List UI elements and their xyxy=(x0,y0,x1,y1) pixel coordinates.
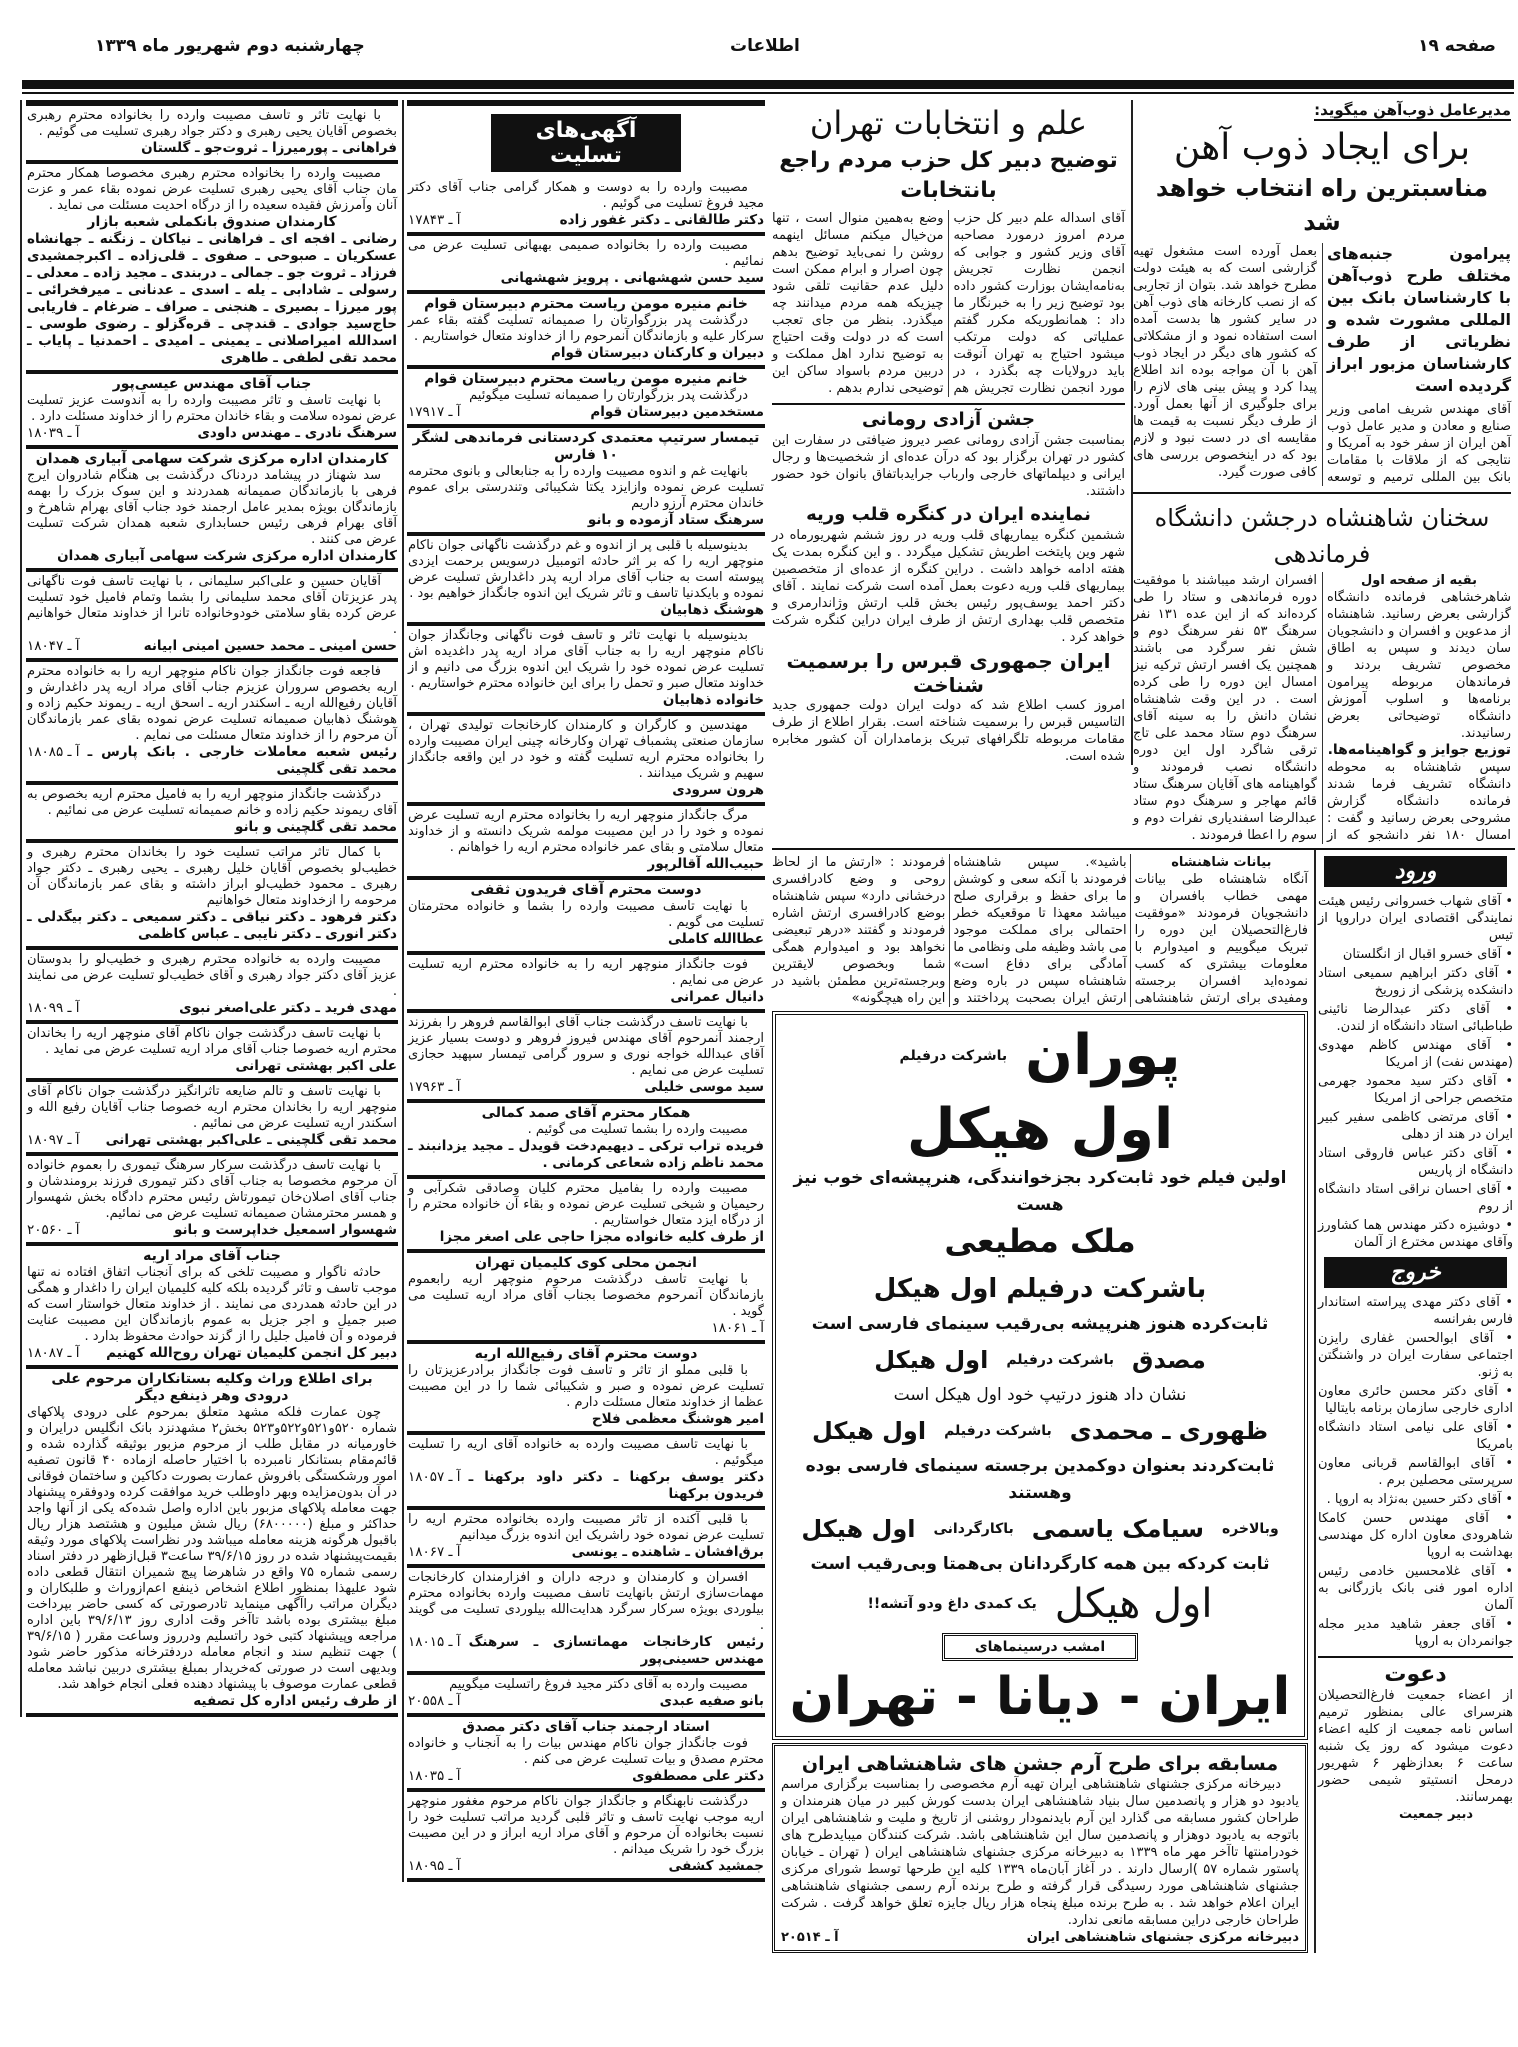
notice-footer xyxy=(408,989,764,1006)
condolence-notice xyxy=(407,428,765,536)
ad-code: آ ـ ۱۷۹۶۳ xyxy=(408,1079,461,1095)
notice-footer xyxy=(27,1000,397,1017)
notice-signature: سرهنگ نادری ـ مهندس داودی xyxy=(197,425,397,441)
condolence-notice xyxy=(407,955,765,1013)
arrivals-item: • دوشیزه دکتر مهندس هما کشاورز وآقای مهندس مخترع از آلمان xyxy=(1318,1218,1513,1250)
notice-signature: جمشید کشفی xyxy=(668,1858,764,1874)
notice-signature: بانو صفیه عبدی xyxy=(659,1693,764,1709)
notice-footer xyxy=(408,1079,764,1096)
ad-code: آ ـ ۲۰۵۵۸ xyxy=(408,1693,461,1709)
notice-body: با نهایت تاسف درگذشت جناب آقای ابوالقاسم فروهر را بفرزند ارجمند آنمرحوم آقای مهندس فیروز فروهر و دوست بسیار عزیز آقای عبدالله خواجه نوری و سرور گرامی تیمسار سپهبد حجازی تسلیت عرض می نمایم . xyxy=(408,1015,764,1078)
departures-list xyxy=(1318,1294,1513,1650)
condolence-notice xyxy=(26,106,398,164)
condolence-notice xyxy=(407,1344,765,1435)
notice-body: با نهایت تاثر و تاسف مصیبت وارده را بخانواده محترم رهبری بخصوص آقایان یحیی رهبری و دکتر جواد رهبری تسلیت می گوئیم . xyxy=(27,108,397,139)
notice-sender: کارمندان صندوق بانکملی شعبه بازار xyxy=(87,214,337,230)
condolence-notice xyxy=(407,1253,765,1344)
ad-actor: مصدق xyxy=(1131,1346,1206,1374)
ad-text: ثابت‌کرده هنوز هنرپیشه بی‌رقیب سینمای فارسی است xyxy=(811,1314,1269,1334)
notice-footer xyxy=(27,1345,397,1362)
notice-body: بانهایت غم و اندوه مصیبت وارده را به جنابعالی و بانوی محترمه تسلیت عرض نموده وازایزد یکتا شکیبائی وتندرستی برای عموم خاندان محترم آرزو داریم xyxy=(408,464,764,511)
steel-subheadline: مناسبترین راه انتخاب خواهد شد xyxy=(1155,174,1489,236)
ad-code: آ ـ ۱۸۰۶۱ xyxy=(711,1320,764,1336)
notice-footer xyxy=(27,909,397,943)
ad-code: آ ـ ۱۸۰۶۷ xyxy=(408,1544,461,1560)
condolence-notice xyxy=(407,1717,765,1792)
notice-body: درگذشت نابهنگام و جانگداز جوان ناکام مرحوم مغفور منوچهر اریه موجب نهایت تاسف و تاثر قلبی گردید مراتب تسلیت خود را نسبت بخانواده آن مرحوم و آقای مراد اریه ابراز و در این مصیبت بزرگ خود را شریک میدانم . xyxy=(408,1794,764,1857)
notice-body: با قلبی آکنده از تاثر مصیبت وارده بخانواده محترم اریه را تسلیت عرض نموده خود راشریک این اندوه بزرگ میدانیم xyxy=(408,1512,764,1543)
ad-code: آ ـ ۲۰۵۶۰ xyxy=(27,1222,80,1238)
notice-signature: مستخدمین دبیرستان قوام xyxy=(590,404,764,420)
ad-code: آ ـ ۲۰۵۱۴ xyxy=(781,1930,839,1945)
ad-text: باشرکت درفیلم xyxy=(944,1423,1052,1439)
departures-item: • آقای دکتر حسین به‌نژاد به اروپا . xyxy=(1326,1492,1513,1507)
notice-body: مصیبت وارده به آقای دکتر مجید فروغ راتسلیت میگوییم xyxy=(449,1677,748,1692)
arrivals-item: • آقای خسرو اقبال از انگلستان xyxy=(1342,947,1513,962)
condolence-notice xyxy=(407,1675,765,1717)
news-section xyxy=(772,100,1515,1953)
notice-body: حادثه ناگوار و مصیبت تلخی که برای آنجناب اتفاق افتاده نه تنها موجب تاسف و تاثر گردیده بلکه کلیه کلیمیان ایران را داغدار و همگی در این حادثه همدردی می نمایند . از خداوند متعال خواستار است که صبر جمیل و اجر جزیل به عموم بازماندگان این مصیبت عنایت فرموده و آن فامیل جلیل را از گزند حوادث محفوظ بدارد . xyxy=(27,1265,397,1344)
ad-tagline: یک کمدی داغ ودو آتشه!! xyxy=(867,1596,1037,1612)
notice-footer xyxy=(408,1768,764,1785)
departures-item: • آقای علی نیامی استاد دانشگاه بامریکا xyxy=(1318,1420,1513,1452)
notice-body: چون عمارت فلکه مشهد متعلق بمرحوم علی درودی پلاکهای شماره ۵۲۰و۵۲۱و۵۲۲و۵۲۳ بخش۲ مشهدنزد بانک انگلیس درایران و خاورمیانه در مقابل طلب از مرحوم مزبور بوثیقه گذارده شده و قائم‌مقام بستانکار نامبرده با اختیار حاصله ازماده ۴۰ قانون تصفیه امور ورشکستگی بافروش عمارت بصورت دکاکین و ساختمان فوقانی در آن بدون‌مزایده وبهر داوطلب خرید موافقت کرده ودوفقره پیشنهاد جهت معامله پلاکهای مزبور باین اداره واصل شده‌که یکی از آنها واجد حداکثر و مبلغ (۶۸۰۰۰۰۰) ریال شش میلیون و هشتصد هزار ریال باقبول هرگونه هزینه معامله میباشد ودر نظراست پلاکهای مورد وثیقه بقیمت‌پیشنهاد شده در روز ۳۹/۶/۱۵ ساعت۳ قبل‌ازظهر در دفتر اسناد رسمی شماره ۷۵ واقع در شاهرضا پیچ شمیران انتقال قطعی داده شود علیهذا بمنظور اطلاع اشخاص ذینفع اعم‌ازوراث و طلبکاران و دیگران مراتب راآگهی مینماید تادرصورتی که کسی حاضر بپرداخت مبلغ بیشتری بوده باشد تاآخر وقت اداری روز ۳۹/۶/۱۳ باین اداره مراجعه وپیشنهاد کتبی خود راتسلیم ودرروز وساعت مقرر ( ۳۹/۶/۱۵ ) جهت تنظیم سند و انجام معامله دردفترخانه مذکور حاضر شود وبدیهی است در صورتی که‌خریدار بمبلغ بیشتری دربین نباشد معامله قطعی عمارت موصوف با پیشنهاد دهنده فعلی انجام خواهد شد. xyxy=(27,1405,398,1692)
notice-footer xyxy=(27,1693,397,1710)
condolence-notice xyxy=(407,1568,765,1675)
ad-text: ثابت‌کردند بعنوان دوکمدین برجسته سینمای فارسی بوده وهستند xyxy=(805,1456,1275,1503)
notice-signature: برق‌افشان ـ شاهنده ـ یونسی xyxy=(571,1544,764,1560)
condolence-notice xyxy=(26,662,398,785)
ad-code: آ ـ ۱۷۸۴۳ xyxy=(408,212,461,228)
notice-signature: از طرف کلیه خانواده مجزا حاجی علی اصغر مجزا xyxy=(439,1229,764,1245)
header-rule-thin xyxy=(22,92,1514,94)
notice-title: خانم منیره مومن ریاست محترم دبیرستان قوام xyxy=(424,371,748,387)
notice-signature: امیر هوشنگ معظمی فلاح xyxy=(591,1411,764,1427)
notice-title: تیمسار سرتیپ معتمدی کردستانی فرماندهی لشگر ۱۰ فارس xyxy=(412,430,760,463)
invitation-signature: دبیر جمعیت xyxy=(1399,1807,1473,1822)
notice-title: جناب آقای مراد اریه xyxy=(143,1248,281,1264)
short-news xyxy=(772,403,1125,765)
condolence-column-1 xyxy=(20,100,398,1717)
condolence-notice xyxy=(407,626,765,716)
notice-footer xyxy=(408,270,764,287)
shah-subhead-awards: توزیع جوایز و گواهینامه‌ها. xyxy=(1327,742,1511,758)
notice-footer xyxy=(408,345,764,362)
notice-title: برای اطلاع وراث وکلیه بستانکاران مرحوم علی درودی وهر ذینفع دیگر xyxy=(51,1371,373,1404)
shah-body-1: شاهرخشاهی فرمانده دانشگاه گزارشی بعرض رسانید. شاهنشاه از مدعوین و افسران و دانشجویان سان دیدند و سپس به اطاق مخصوص تشریف بردند و فرماندهان مربوطه پیرامون برنامه‌ها و اسلوب آموزش دانشگاه توضیحاتی بعرض رسانیدند. xyxy=(1327,590,1511,741)
notice-title: کارمندان اداره مرکزی شرکت سهامی آبیاری همدان xyxy=(35,451,389,467)
condolence-notice xyxy=(407,1792,765,1882)
notice-body: بدینوسیله با نهایت تاثر و تاسف فوت ناگهانی وجانگداز جوان ناکام منوچهر اریه را به جناب آقای مراد اریه پدر داغدیده اش تسلیت عرض نموده خود را شریک این اندوه بزرگ می دانیم و از خداوند متعال صبر و تحمل را برای این خانواده محترم خواستاریم . xyxy=(408,628,764,691)
notice-signature: محمد تقی گلچینی و بانو xyxy=(234,819,397,835)
notice-footer xyxy=(408,1229,764,1246)
arrivals-item: • آقای دکتر عبدالرضا نائینی طباطبائی استاد دانشگاه از لندن. xyxy=(1318,1002,1513,1034)
arrivals-list xyxy=(1318,893,1513,1251)
election-article xyxy=(772,100,1125,397)
notice-body: با نهایت تاسف درگذشت مرحوم منوچهر اریه رابعموم بازماندگان آنمرحوم مخصوصا بجناب آقای مراد اریه تسلیت می گوید . xyxy=(408,1272,764,1319)
notice-body: مصیبت وارده را بخانواده صمیمی بهبهانی تسلیت عرض می نمائیم . xyxy=(408,238,764,269)
competition-headline: مسابقه برای طرح آرم جشن های شاهنشاهی ایران xyxy=(801,1753,1279,1775)
ad-text: باکارگردانی xyxy=(933,1521,1014,1537)
arrivals-heading: ورود xyxy=(1324,856,1507,887)
ad-code: آ ـ ۱۸۰۹۵ xyxy=(408,1858,461,1874)
notice-footer xyxy=(27,1222,397,1239)
logo-competition-notice xyxy=(772,1743,1308,1953)
condolence-notice xyxy=(407,1510,765,1568)
notice-footer xyxy=(408,692,764,709)
notice-signature: دکتر فرهود ـ دکتر نیاقی ـ دکتر سمیعی ـ دکتر بیگدلی ـ دکتر انوری ـ دکتر نایبی ـ عباس کاظمی xyxy=(27,909,397,942)
condolence-notice xyxy=(407,294,765,369)
condolence-notice xyxy=(26,1024,398,1082)
notice-footer xyxy=(27,140,397,157)
condolence-notice xyxy=(407,806,765,880)
shah-body-3: آنگاه شاهنشاه طی بیانات مهمی خطاب بافسران و دانشجویان فرمودند «موفقیت فارغ‌التحصیلان این دوره را تبریک میگوییم و امیدوارم با معلومات بیشتری که کسب نموده‌اید افسران برجسته ومفیدی برای ارتش شاهنشاهی باشید». سپس شاهنشاه فرمودند با آنکه سعی و کوشش ما برای حفظ و برقراری صلح میباشد معهذا تا موقعیکه خطر احتمالی برای مملکت موجود می باشد وظیفه ملی ونظامی ما آمادگی برای دفاع است» شاهنشاه سپس در باره وضع ارتش ایران بصحبت پرداختند و فرمودند : «ارتش ما از لحاظ روحی و وضع کادرافسری درخشانی دارد» سپس شاهنشاه بوضع کادرافسری ارتش اشاره فرمودند و گفتند «درهر تبعیضی نخواهد بود و امیدوارم همگی شما وبخصوص لایقترین وبرجسته‌ترین مطمئن باشید در این راه هیچگونه» xyxy=(772,855,1308,1006)
invitation-heading: دعوت xyxy=(1384,1662,1447,1687)
notice-footer xyxy=(408,1138,764,1172)
notice-signature: سرهنگ ستاد آزموده و بانو xyxy=(587,512,764,528)
cyprus-body: امروز کسب اطلاع شد که دولت ایران دولت جمهوری جدید التاسیس قبرس را برسمیت شناخته است. بقرار اطلاع از طرف مقامات مربوطه تلگرافهای تبریک بزمامداران آن کشور مخابره شده است. xyxy=(772,698,1125,764)
notice-footer xyxy=(408,1411,764,1428)
ad-film-title: اول هیکل xyxy=(811,1417,927,1445)
notice-signature: شهسوار اسمعیل خداپرست و بانو xyxy=(174,1222,397,1238)
condolence-notice xyxy=(26,572,398,662)
steel-lead: پیرامون جنبه‌های مختلف طرح ذوب‌آهن با کارشناسان بانک بین المللی مشورت شده و نظریاتی از طرف کارشناسان مزبور ابراز گردیده است xyxy=(1327,244,1511,395)
notice-footer xyxy=(408,404,764,421)
notice-signature: سید حسن شهشهانی . پرویز شهشهانی xyxy=(500,270,764,286)
notice-footer xyxy=(27,425,397,442)
notice-signature: خانواده ذهابیان xyxy=(662,692,764,708)
notice-footer xyxy=(27,1132,397,1149)
notice-signature: سید موسی خلیلی xyxy=(644,1079,764,1095)
election-subheadline: توضیح دبیر کل حزب مردم راجع بانتخابات xyxy=(779,148,1118,203)
ad-actor: ظهوری ـ محمدی xyxy=(1069,1417,1269,1445)
notice-body: با قلبی مملو از تاثر و تاسف فوت جانگداز برادرعزیزتان را تسلیت عرض نموده و صبر و شکیبائی شما را در این مصیبت عظما از خداوند متعال مسئلت دارم . xyxy=(408,1363,764,1410)
election-body: آقای اسداله علم دبیر کل حزب مردم امروز درمورد مصاحبه آقای وزیر کشور و جوابی که انجمن نظارت تجریش به‌نامه‌ایشان بوزارت کشور داده بود توضیح زیر را به خبرنگار ما داد : همانطوریکه مکرر گفتم عملیاتی که دولت مرتکب میشود احتیاج به تهران آنوقت باید درولایات چه بگذرد ، در مورد انجمن نظارت تجریش هم وضع به‌همین منوال است ، تنها من‌خیال میکنم مسائل اینهمه روشن را نمی‌باید توضیح بدهم چون اصرار و ابرام ممکن است دلیل عدم حقانیت تلقی شود چیزیکه همه مردم میدانند چه میگذرد. بنظر من جای تعجب است که در دولت وقت احتیاج به توضیح ندارد اهل مملکت و دربین مردم باسواد ساکن این توضیحی ندارم بدهم . xyxy=(772,211,1125,396)
ad-text: باشرکت درفیلم xyxy=(899,1048,1008,1064)
notice-body: با نهایت تاسف و تاثر مصیبت وارده را به آندوست عزیز تسلیت عرض نموده سلامت و بقاء خاندان محترم را از خداوند مسئلت دارد . xyxy=(27,393,397,424)
notice-footer xyxy=(408,931,764,948)
arrivals-item: • آقای مهندس کاظم مهدوی (مهندس نفت) از امریکا xyxy=(1318,1038,1513,1070)
notice-signature: فریده تراب ترکی ـ دیهیم‌دخت قویدل ـ مجید یزدانبند ـ محمد ناظم زاده شعاعی کرمانی . xyxy=(408,1138,764,1171)
departures-item: • آقای دکتر محسن حائری معاون اداری خارجی سازمان برنامه بایتالیا xyxy=(1318,1384,1513,1416)
news-column-2 xyxy=(772,100,1133,765)
notice-signature: حبیب‌الله آقالرپور xyxy=(647,856,764,872)
ad-text: باشرکت درفیلم xyxy=(1006,1352,1114,1368)
steel-article xyxy=(1133,100,1511,486)
notice-body: افسران و کارمندان و درجه داران و افزارمندان کارخانجات مهمات‌سازی ارتش بانهایت تاسف مصیبت وارده بخانواده محترم بیلوردی بویژه سرکار سرگرد هدایت‌الله بیلوردی تسلیت می گویند . xyxy=(408,1570,764,1633)
notice-title: انجمن محلی کوی کلیمیان تهران xyxy=(475,1255,697,1271)
condolence-notice xyxy=(407,236,765,294)
notice-footer xyxy=(408,212,764,229)
ad-code: آ ـ ۱۸۰۸۵ xyxy=(27,744,80,760)
notice-body: درگذشت جانگداز منوچهر اریه را به فامیل محترم اریه بخصوص به آقای ریموند حکیم زاده و خانم صمیمانه تسلیت عرض می نمائیم . xyxy=(27,787,397,818)
condolence-notice xyxy=(26,950,398,1024)
notice-body: بدینوسیله با قلبی پر از اندوه و غم درگذشت ناگهانی جوان ناکام منوچهر اریه را که بر اثر حادثه اتومبیل درسویس برحمت ایزدی پیوسته است به جناب آقای مراد اریه پدر داغدارش تسلیت عرض نموده و بایکدنیا تاسف و تاثر شریک این اندوه جانگداز خواهیم بود . xyxy=(408,538,764,601)
notice-body: فوت جانگداز منوچهر اریه را به خانواده محترم اریه تسلیت عرض می نمایم . xyxy=(408,957,764,988)
condolence-notice xyxy=(26,1246,398,1369)
notice-signature: رئیس کارخانجات مهماتسازی ـ سرهنگ مهندس حسینی‌پور xyxy=(468,1634,764,1667)
departures-item: • آقای غلامحسین خادمی رئیس اداره امور فنی بانک بازرگانی به آلمان xyxy=(1318,1564,1513,1613)
ad-director: سیامک یاسمی xyxy=(1031,1515,1204,1543)
condolence-notice xyxy=(26,164,398,374)
notice-signature: محمد تقی گلچینی ـ علی‌اکبر بهشتی تهرانی xyxy=(105,1132,397,1148)
lower-news-block xyxy=(772,850,1316,1953)
election-headline: علم و انتخابات تهران xyxy=(809,104,1088,142)
notice-signature: رضانی ـ افجه ای ـ فراهانی ـ نیاکان ـ زنگنه ـ جهانشاه عسکریان ـ صبوحی ـ صفوی ـ قلی‌زاده ـ اکبرجمشیدی فرزاد ـ ثروت جو ـ جمالی ـ دربندی ـ مجید زاده ـ معدلی ـ رسولی ـ شادابی ـ یله ـ اسدی ـ عدنانی ـ میرفخرائی ـ پور میرزا ـ بصیری ـ هنجنی ـ صراف ـ ضرغام ـ فاریابی حاج‌سید جوادی ـ قندچی ـ قره‌گزلو ـ رضوی طوسی ـ اسدالله امیراصلانی ـ یمینی ـ امیدی ـ احمدنیا ـ پایاب ـ محمد تقی لطفی ـ طاهری xyxy=(27,231,397,366)
condolence-notice xyxy=(407,536,765,626)
notice-footer xyxy=(408,782,764,799)
notice-footer xyxy=(408,1469,764,1503)
notice-signature: هوشنگ ذهابیان xyxy=(660,602,764,618)
notice-body: مهندسین و کارگران و کارمندان کارخانجات تولیدی تهران ، سازمان صنعتی پشمباف تهران وکارخانه چینی ایران مصیبت وارده را بخانواده محترم اریه تسلیت گفته و خود در این واقعه جانگداز سهیم و شریک میدانند . xyxy=(408,718,764,781)
notice-body: آقایان حسین و علی‌اکبر سلیمانی ، با نهایت تاسف فوت ناگهانی پدر عزیزتان آقای محمد سلیمانی را بشما وتمام فامیل خود تسلیت عرض کرده بقاو سلامتی خودوخانواده تانرا از خداوند متعال خواهانیم . xyxy=(27,574,397,637)
header-rule xyxy=(22,80,1514,89)
ad-film-title: اول هیکل xyxy=(801,1515,916,1543)
departures-item: • آقای دکتر مهدی پیراسته استاندار فارس بفرانسه xyxy=(1318,1295,1513,1327)
newspaper-name: اطلاعات xyxy=(730,36,800,56)
arrivals-item: • آقای دکتر ابراهیم سمیعی استاد دانشکده پزشکی از زوریخ xyxy=(1318,966,1513,998)
departures-item: • آقای ابوالقاسم قربانی معاون سرپرستی محصلین برم . xyxy=(1318,1456,1513,1488)
ad-code: آ ـ ۱۸۰۵۷ xyxy=(408,1469,461,1485)
notice-signature: مهدی فرید ـ دکتر علی‌اصغر نبوی xyxy=(179,1000,397,1016)
notice-body: مصیبت وارده را بشما تسلیت می گوئیم . xyxy=(527,1122,748,1137)
shah-speech-article xyxy=(1133,500,1511,844)
notice-body: درگذشت پدر بزرگوارتان را صمیمانه تسلیت میگوئیم xyxy=(469,388,748,403)
departures-heading: خروج xyxy=(1324,1257,1507,1288)
ad-actor: ملک مطیعی xyxy=(944,1222,1136,1260)
ad-film-title: اول هیکل xyxy=(906,1097,1174,1162)
ad-code: آ ـ ۱۸۰۹۹ xyxy=(27,1000,80,1016)
arrivals-item: • آقای شهاب خسروانی رئیس هیئت نمایندگی اقتصادی ایران دراروپا از تیس xyxy=(1318,894,1513,943)
notice-footer xyxy=(408,1693,764,1710)
condolence-notice xyxy=(26,1082,398,1156)
condolence-notice xyxy=(407,1103,765,1179)
condolences-banner: آگهی‌های تسلیت xyxy=(491,114,681,172)
arrivals-item: • آقای احسان نراقی استاد دانشگاه از روم xyxy=(1318,1182,1513,1214)
condolence-notice xyxy=(26,374,398,449)
notice-body: مصیبت وارده را بخانواده محترم رهبری مخصوصا همکار محترم مان جناب آقای یحیی رهبری تسلیت عرض نموده بقاء عمر و عزت آنان وآمرزش فقیده سعیده را از درگاه احدیت مسئلت می نماید . xyxy=(27,166,397,213)
notice-signature: کارمندان اداره مرکزی شرکت سهامی آبیاری همدان xyxy=(57,548,397,564)
notice-title: جناب آقای مهندس عیسی‌پور xyxy=(112,376,312,392)
shah-subhead-remarks: بیانات شاهنشاه xyxy=(1171,855,1272,870)
invitation-body: از اعضاء جمعیت فارغ‌التحصیلان هنرسرای عالی بمنظور ترمیم اساس نامه جمعیت از کلیه اعضاء دعوت میشود که روز یک شنبه ساعت ۶ بعدازظهر ۶ شهریور درمحل انستیتو شیمی حضور بهمرسانند. xyxy=(1318,1688,1513,1805)
competition-signature: دبیرخانه مرکزی جشنهای شاهنشاهی ایران xyxy=(1026,1930,1299,1945)
departures-item: • آقای مهندس حسن کامکا شاهرودی معاون اداره کل مهندسی بهداشت به اروپا xyxy=(1318,1511,1513,1560)
steel-kicker: مدیرعامل ذوب‌آهن میگوید: xyxy=(1314,101,1511,119)
condolence-column-2 xyxy=(402,100,765,1882)
departures-item: • آقای ابوالحسن غفاری رایزن اجتماعی سفارت ایران در واشنگتن به ژنو. xyxy=(1318,1331,1513,1380)
page-number: صفحه ۱۹ xyxy=(1418,36,1496,56)
ad-cinemas: ایران - دیانا - تهران xyxy=(789,1667,1291,1727)
notice-signature: رئیس شعبه معاملات خارجی . بانک پارس ـ محمد تقی گلچینی xyxy=(87,744,397,777)
shah-speech-continuation xyxy=(772,850,1308,1011)
romania-headline: جشن آزادی رومانی xyxy=(862,409,1035,430)
ad-text: وبالاخره xyxy=(1221,1521,1279,1537)
ad-film-title: اول هیکل xyxy=(874,1346,989,1374)
ad-code: آ ـ ۱۸۰۸۷ xyxy=(27,1345,80,1361)
notice-footer xyxy=(27,548,397,565)
notice-footer xyxy=(408,1544,764,1561)
film-advertisement xyxy=(772,1011,1308,1740)
ad-code: آ ـ ۱۸۰۳۵ xyxy=(408,1768,461,1784)
shah-body-2: سپس شاهنشاه به محوطه دانشگاه تشریف فرما شدند فرمانده دانشگاه گزارش مشروحی بعرض رسانید و گفت : امسال ۱۸۰ نفر دانشجو که از افسران ارشد میباشند با موفقیت دوره فرماندهی و ستاد را طی کرده‌اند که از این عده ۱۳۱ نفر سرهنگ ۵۳ نفر سرهنگ دوم و شش نفر سرگرد می باشند همچنین یک افسر ارتش ترکیه نیز امسال این دوره را طی کرده است . در این وقت شاهنشاه نشان دانش را به سینه آقای سرهنگ دوم ستاد محمد علی تاج ترقی شاگرد اول این دوره دانشگاه نصب فرمودند و گواهینامه های آقایان سرهنگ ستاد قائم مهاجر و سرهنگ دوم ستاد عبدالرضا اسفندیاری نفرات دوم و سوم را اعطا فرمودند . xyxy=(1133,573,1511,843)
ad-film-title: اول هیکل xyxy=(1054,1581,1213,1627)
ad-actor-pouran: پوران xyxy=(1025,1023,1181,1088)
condolence-notice xyxy=(26,785,398,843)
notice-title: همکار محترم آقای صمد کمالی xyxy=(481,1105,691,1121)
condolence-notice xyxy=(407,1435,765,1510)
notice-signature: دکتر علی مصطفوی xyxy=(632,1768,764,1784)
condolence-notice xyxy=(407,178,765,236)
notice-footer xyxy=(27,638,397,655)
ad-text: ثابت کردکه بین همه کارگردانان بی‌همتا وبی‌رقیب است xyxy=(810,1554,1270,1574)
condolence-notice xyxy=(407,716,765,806)
notice-body: با کمال تاثر مراتب تسلیت خود را بخاندان محترم رهبری و خطیب‌لو بخصوص آقایان خلیل رهبری ـ یحیی رهبری ـ دکتر جواد رهبری ـ محمود خطیب‌لو ابراز داشته و بقای عمر بازماندگان آن مرحومه را ازخداوند متعال خواهانیم xyxy=(27,845,397,908)
ad-text: نشان داد هنوز درتیپ خود اول هیکل است xyxy=(893,1385,1187,1405)
notice-footer xyxy=(408,856,764,873)
ad-code: آ ـ ۱۸۰۹۷ xyxy=(27,1132,80,1148)
notice-signature: حسن امینی ـ محمد حسین امینی ابیانه xyxy=(143,638,397,654)
notice-signature: عطاالله کاملی xyxy=(668,931,764,947)
ad-code: آ ـ ۱۸۰۳۹ xyxy=(27,425,80,441)
issue-date: چهارشنبه دوم شهریور ماه ۱۳۳۹ xyxy=(95,36,365,56)
notice-body: مصیبت وارده را بفامیل محترم کلیان وصادقی شکرآبی و رحیمیان و شیخی تسلیت عرض نموده و بقاء آن خانواده محترم را از درگاه ایزد متعال خواستاریم . xyxy=(408,1181,764,1228)
competition-body: دبیرخانه مرکزی جشنهای شاهنشاهی ایران تهیه آرم مخصوصی را بمناسبت برگزاری مراسم یادبود دو هزار و پانصدمین سال بنیاد شاهنشاهی ایران بدست کورش کبیر در میان هنرمندان و طراحان کشور مسابقه می گذارد این آرم بایدنمودار روشنی از تاریخ و ملیت و شاهنشاهی ایران باتوجه به یادبود دوهزار و پانصدمین سال این شاهنشاهی باشد. شرکت کنندگان میبایدطرح های خودرامنتها تاآخر مهر ماه ۱۳۳۹ به دبیرخانه مرکزی جشنهای شاهنشاهی ایران ( تهران ـ خیابان پاستور شماره ۵۷ )ارسال دارند . در آغاز آبان‌ماه ۱۳۳۹ کلیه این طرحها توسط شورای مرکزی جشنهای شاهنشاهی مورد رسیدگی قرار گرفته و طرح برنده آرم رسمی جشنهای شاهنشاهی ایران اعلام خواهد شد . به طرح برنده مبلغ پنجاه هزار ریال جایزه تعلق خواهد گرفت . شرکت طراحان خارجی دراین مسابقه مانعی ندارد. xyxy=(781,1777,1299,1928)
ad-code: آ ـ ۱۸۰۴۷ xyxy=(27,638,80,654)
notice-body: با نهایت تاسف درگذشت سرکار سرهنگ تیموری را بعموم خانواده آن مرحوم مخصوصا به جناب آقای دکتر تیموری فرزند برومندشان و جناب آقای اصلان‌خان تیمورتاش رئیس محترم دادگاه بخش شهسوار و همسر محترمشان صمیمانه تسلیت عرض می نمائیم. xyxy=(27,1158,397,1221)
condolence-notice xyxy=(26,1156,398,1246)
notice-body: مصیبت وارده به خانواده محترم رهبری و خطیب‌لو را بدوستان عزیز آقای دکتر جواد رهبری و آقای خطیب‌لو تسلیت عرض می نمایند . xyxy=(27,952,397,999)
arrivals-departures-column xyxy=(1316,850,1515,1824)
steel-headline: برای ایجاد ذوب آهن xyxy=(1173,127,1471,168)
shah-headline: سخنان شاهنشاه درجشن دانشگاه فرماندهی xyxy=(1154,504,1490,568)
notice-body: سد شهناز در پیشامد دردناک درگذشت بی هنگام شادروان ایرج فرهی با بازماندگان صمیمانه همدردند و این سوک بزرک را بهمه بازماندگان بویژه بمدیر عامل ارجمند خود جناب آقای بهرام شاهرخ و آقای بهرام فرهی رئیس حسابداری شعبه همدان شرکت تسلیت عرض می کنند . xyxy=(27,468,397,547)
notice-signature: هرون سرودی xyxy=(672,782,764,798)
notice-body: درگذشت پدر بزرگوارتان را صمیمانه تسلیت گفته بقاء عمر سرکار علیه و بازماندگان آنمرحوم را از خداوند متعال خواستاریم . xyxy=(408,313,764,344)
condolence-notice xyxy=(407,1179,765,1253)
romania-body: بمناسبت جشن آزادی رومانی عصر دیروز ضیافتی در سفارت این کشور در تهران برگزار بود که درآن عده‌ای از شخصیت‌ها و رجال ایرانی و دیپلماتهای خارجی وارباب جرایدباتفاق بانوان خود حضور داشتند. xyxy=(772,433,1125,499)
ad-code: آ ـ ۱۸۰۱۵ xyxy=(408,1634,461,1650)
notice-footer xyxy=(27,1058,397,1075)
notice-footer xyxy=(408,1320,764,1337)
notice-body: با نهایت تاسف درگذشت جوان ناکام آقای منوچهر اریه را بخاندان محترم اریه خصوصا جناب آقای مراد اریه تسلیت عرض می نماید . xyxy=(27,1026,397,1057)
notice-title: دوست محترم آقای فریدون ثقفی xyxy=(470,882,702,898)
ad-text: باشرکت درفیلم اول هیکل xyxy=(873,1274,1207,1304)
shah-continued-label: بقیه از صفحه اول xyxy=(1361,573,1477,588)
notice-signature: دکتر طالقانی ـ دکتر غفور زاده xyxy=(559,212,764,228)
condolence-notice xyxy=(407,369,765,428)
condolence-notice xyxy=(26,1369,398,1717)
notice-body: با نهایت تاسف مصیبت وارده را بشما و خانواده محترمتان تسلیت می گویم . xyxy=(408,899,764,930)
notice-signature: دانیال عمرانی xyxy=(670,989,764,1005)
cyprus-headline: ایران جمهوری قبرس را برسمیت شناخت xyxy=(786,649,1111,697)
notice-body: با نهایت تاسف و تالم ضایعه تاثرانگیز درگذشت جوان ناکام آقای منوچهر اریه را بخاندان محترم اریه خصوصا جناب آقایان رفیع الله و اسکندر اریه تسلیت عرض می نمائیم . xyxy=(27,1084,397,1131)
notice-signature: علی اکبر بهشتی تهرانی xyxy=(235,1058,397,1074)
ad-text: اولین فیلم خود ثابت‌کرد بجزخوانندگی، هنرپیشه‌ای خوب نیز هست xyxy=(793,1168,1287,1215)
notice-footer xyxy=(408,1858,764,1875)
notice-body: فاجعه فوت جانگداز جوان ناکام منوچهر اریه را به خانواده محترم اریه بخصوص سروران عزیزم جناب آقای مراد اریه پدر داغدارش و آقایان رفیع‌الله اریه ـ اسکندر اریه ـ اسحق اریه ـ ریموند حکیم زاده و هوشنگ ذهابیان صمیمانه تسلیت عرض نموده بقای عمر بازماندگان آن مرحوم را از خداوند متعال مسئلت می نمایم . xyxy=(27,664,397,743)
notice-body: فوت جانگداز جوان ناکام مهندس بیات را به آنجناب و خانواده محترم مصدق و بیات تسلیت عرض می کنم . xyxy=(408,1736,764,1767)
arrivals-item: • آقای دکتر سید محمود جهرمی متخصص جراحی از امریکا xyxy=(1318,1074,1513,1106)
condolence-notice xyxy=(26,843,398,950)
notice-signature: دکتر یوسف برکهنا ـ دکتر داود برکهنا ـ فریدون برکهنا xyxy=(468,1469,764,1502)
news-column-1 xyxy=(1133,100,1515,844)
ad-code: آ ـ ۱۷۹۱۷ xyxy=(408,404,461,420)
condolence-notice xyxy=(26,449,398,572)
arrivals-item: • آقای دکتر عباس فاروقی استاد دانشگاه از پاریس xyxy=(1318,1146,1513,1178)
notice-footer xyxy=(27,819,397,836)
notice-signature: دبیر کل انجمن کلیمیان تهران روح‌الله کهنیم xyxy=(106,1345,397,1361)
steel-body: آقای مهندس شریف امامی وزیر صنایع و معادن و مدیر عامل ذوب آهن ایران از سفر خود به آمریکا و نتایجی که از ملاقات با مقامات بانک بین المللی ترمیم و توسعه بعمل آورده است مشغول تهیه گزارشی است که به هیئت دولت مطرح خواهد شد. بتوان از تجاربی که از نصب کارخانه های ذوب آهن در سایر کشور ها بدست آمده است استفاده نمود و از مشکلاتی که کشور های دیگر در ایجاد ذوب آهن با آن مواجه بوده اند اطلاع پیدا کرد و پیش بینی های لازم را برای جلوگیری از آنها بعمل آورد. از طرف دیگر نسبت به قیمت ها مقایسه ای در دست نبود و لازم بود که در اینخصوص بررسی های کافی صورت گیرد. xyxy=(1133,244,1511,485)
notice-title: خانم منیره مومن ریاست محترم دبیرستان قوام xyxy=(424,296,748,312)
notice-title: دوست محترم آقای رفیع‌الله اریه xyxy=(474,1346,698,1362)
notice-body: مرگ جانگداز منوچهر اریه را بخانواده محترم اریه تسلیت عرض نموده و خود را در این مصیبت مولمه شریک دانسته و از خداوند متعال سلامتی و بقای عمر خانواده محترم اریه را خواهانم . xyxy=(408,808,764,855)
notice-signature: دبیران و کارکنان دبیرستان قوام xyxy=(550,345,764,361)
divider xyxy=(1133,492,1511,494)
notice-footer xyxy=(27,231,397,367)
notice-body: با نهایت تاسف مصیبت وارده به خانواده آقای اریه را تسلیت میگوئیم . xyxy=(408,1437,764,1468)
notice-title: استاد ارجمند جناب آقای دکتر مصدق xyxy=(462,1719,710,1735)
condolence-notice xyxy=(407,880,765,955)
notice-footer xyxy=(27,744,397,778)
notice-body: مصیبت وارده را به دوست و همکار گرامی جناب آقای دکتر مجید فروغ تسلیت می گوئیم . xyxy=(408,180,764,211)
arrivals-item: • آقای مرتضی کاظمی سفیر کبیر ایران در هند از دهلی xyxy=(1318,1110,1513,1142)
notice-footer xyxy=(408,512,764,529)
heart-congress-headline: نماینده ایران در کنگره قلب وریه xyxy=(806,504,1091,525)
notice-signature: فراهانی ـ پورمیرزا ـ ثروت‌جو ـ گلستان xyxy=(141,140,397,156)
departures-item: • آقای جعفر شاهید مدیر مجله جوانمردان به اروپا xyxy=(1318,1617,1513,1649)
condolence-notice xyxy=(407,1013,765,1103)
heart-congress-body: ششمین کنگره بیماریهای قلب وریه در روز ششم شهریورماه در شهر وین پایتخت اطریش تشکیل میگردد . و این کنگره بمدت یک هفته ادامه خواهد داشت . دراین کنگره از عده‌ای از متخصصین بیماریهای قلب وریه دعوت بعمل آمده است شرکت نمایند . آقای دکتر احمد یوسف‌پور رئیس بخش قلب ارتش وژاندارمری و متخصص قلب بهداری ارتش از طرف ایران دراین کنگره شرکت خواهد کرد . xyxy=(772,528,1125,645)
notice-footer xyxy=(408,602,764,619)
notice-signature: از طرف رئیس اداره کل تصفیه xyxy=(193,1693,397,1709)
notice-footer xyxy=(408,1634,764,1668)
ad-tonight-label: امشب درسینماهای xyxy=(942,1633,1138,1661)
